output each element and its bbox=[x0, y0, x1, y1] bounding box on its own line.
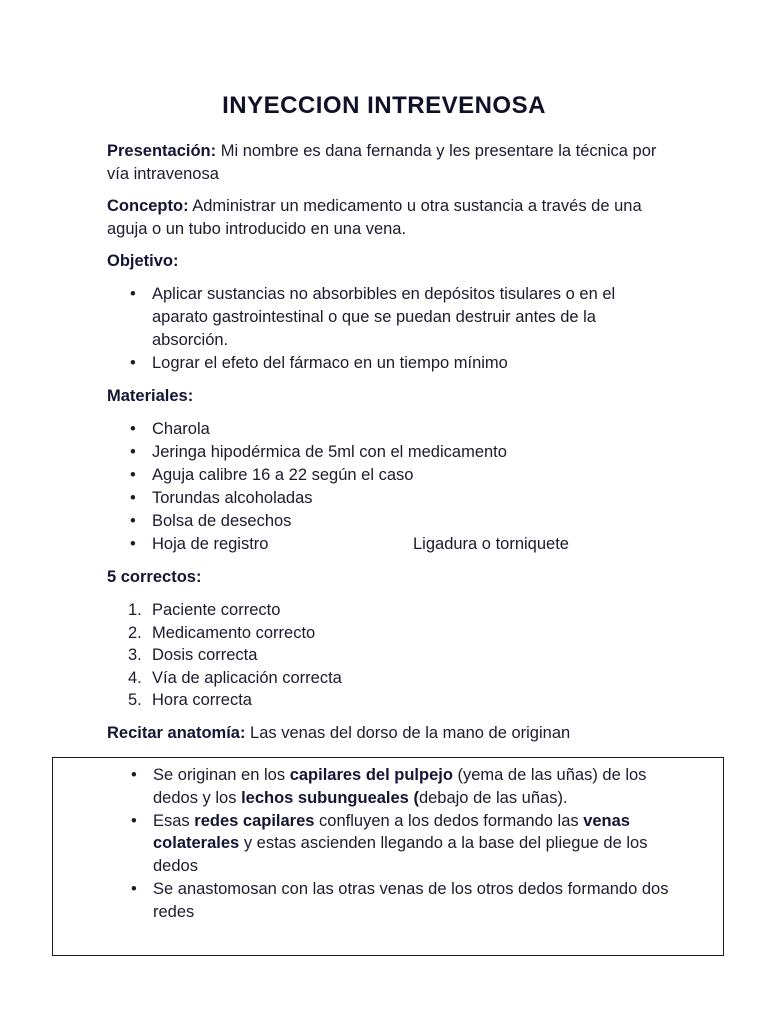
ligadura-text: Ligadura o torniquete bbox=[413, 535, 569, 553]
list-item bbox=[107, 599, 667, 622]
list-item: • Aguja calibre 16 a 22 según el caso bbox=[107, 464, 667, 487]
recitar-paragraph bbox=[107, 722, 667, 745]
text-run: confluyen a los dedos formando las bbox=[314, 811, 584, 830]
list-item: • Aplicar sustancias no absorbibles en depósitos tisulares o en el aparato gastrointestinal o que se puedan destruir antes de la absorción. bbox=[107, 283, 667, 352]
correctos-heading: 5 correctos: bbox=[107, 568, 202, 586]
objetivo-list bbox=[107, 283, 667, 375]
text-run: Se anastomosan con las otras venas de los otros dedos formando dos redes bbox=[153, 879, 669, 921]
anatomia-list bbox=[108, 764, 678, 924]
list-item bbox=[108, 764, 678, 810]
concepto-text: Administrar un medicamento u otra sustancia a través de una aguja o un tubo introducido en una vena. bbox=[107, 197, 642, 238]
list-item bbox=[107, 667, 667, 690]
concepto-paragraph bbox=[107, 195, 667, 241]
text-run: debajo de las uñas). bbox=[418, 788, 568, 807]
materiales-heading: Materiales: bbox=[107, 387, 194, 405]
list-item: • Charola bbox=[107, 418, 667, 441]
bold-term: capilares del pulpejo bbox=[289, 766, 453, 784]
list-item bbox=[107, 622, 667, 645]
list-item-text: Dosis correcta bbox=[152, 646, 258, 664]
list-item: • Bolsa de desechos bbox=[107, 510, 667, 533]
objetivo-heading: Objetivo: bbox=[107, 252, 179, 270]
list-item bbox=[107, 644, 667, 667]
text-run: y estas ascienden llegando a la base del pliegue de los dedos bbox=[153, 834, 648, 876]
presentacion-text: Mi nombre es dana fernanda y les presentare la técnica por vía intravenosa bbox=[107, 142, 657, 183]
list-number: 5. bbox=[128, 691, 142, 709]
list-item: • Torundas alcoholadas bbox=[107, 487, 667, 510]
recitar-text: Las venas del dorso de la mano de originan bbox=[245, 723, 571, 742]
list-number: 4. bbox=[128, 668, 142, 687]
list-item bbox=[108, 810, 678, 878]
list-item bbox=[107, 689, 667, 712]
list-item-text: Paciente correcto bbox=[152, 601, 281, 619]
materiales-list bbox=[107, 418, 667, 556]
list-item bbox=[107, 533, 667, 556]
list-number: 1. bbox=[128, 601, 142, 619]
document-body bbox=[107, 140, 667, 753]
bold-term: lechos subungueales ( bbox=[241, 788, 419, 807]
presentacion-paragraph bbox=[107, 140, 667, 186]
document-title: INYECCION INTREVENOSA bbox=[222, 92, 546, 119]
list-number: 2. bbox=[128, 623, 142, 642]
correctos-list bbox=[107, 599, 667, 712]
bold-term: redes capilares bbox=[194, 811, 315, 830]
list-item: • Jeringa hipodérmica de 5ml con el medicamento bbox=[107, 441, 667, 464]
anatomia-box bbox=[52, 757, 724, 956]
text-run: Esas bbox=[153, 811, 195, 830]
hoja-registro-text: Hoja de registro bbox=[152, 535, 269, 553]
concepto-label: Concepto: bbox=[107, 197, 189, 215]
text-run: Se originan en los bbox=[153, 766, 290, 784]
text-run: (yema de las uñas) de los dedos y los bbox=[153, 766, 647, 807]
list-number: 3. bbox=[128, 646, 142, 664]
recitar-label: Recitar anatomía: bbox=[107, 723, 246, 742]
list-item: • Lograr el efeto del fármaco en un tiempo mínimo bbox=[107, 352, 667, 375]
bold-term: venas colaterales bbox=[153, 811, 630, 853]
list-item bbox=[108, 878, 678, 924]
list-item-text: Medicamento correcto bbox=[152, 623, 316, 642]
list-item-text: Vía de aplicación correcta bbox=[152, 668, 342, 687]
list-item-text: Hora correcta bbox=[152, 691, 252, 709]
presentacion-label: Presentación: bbox=[107, 142, 217, 160]
